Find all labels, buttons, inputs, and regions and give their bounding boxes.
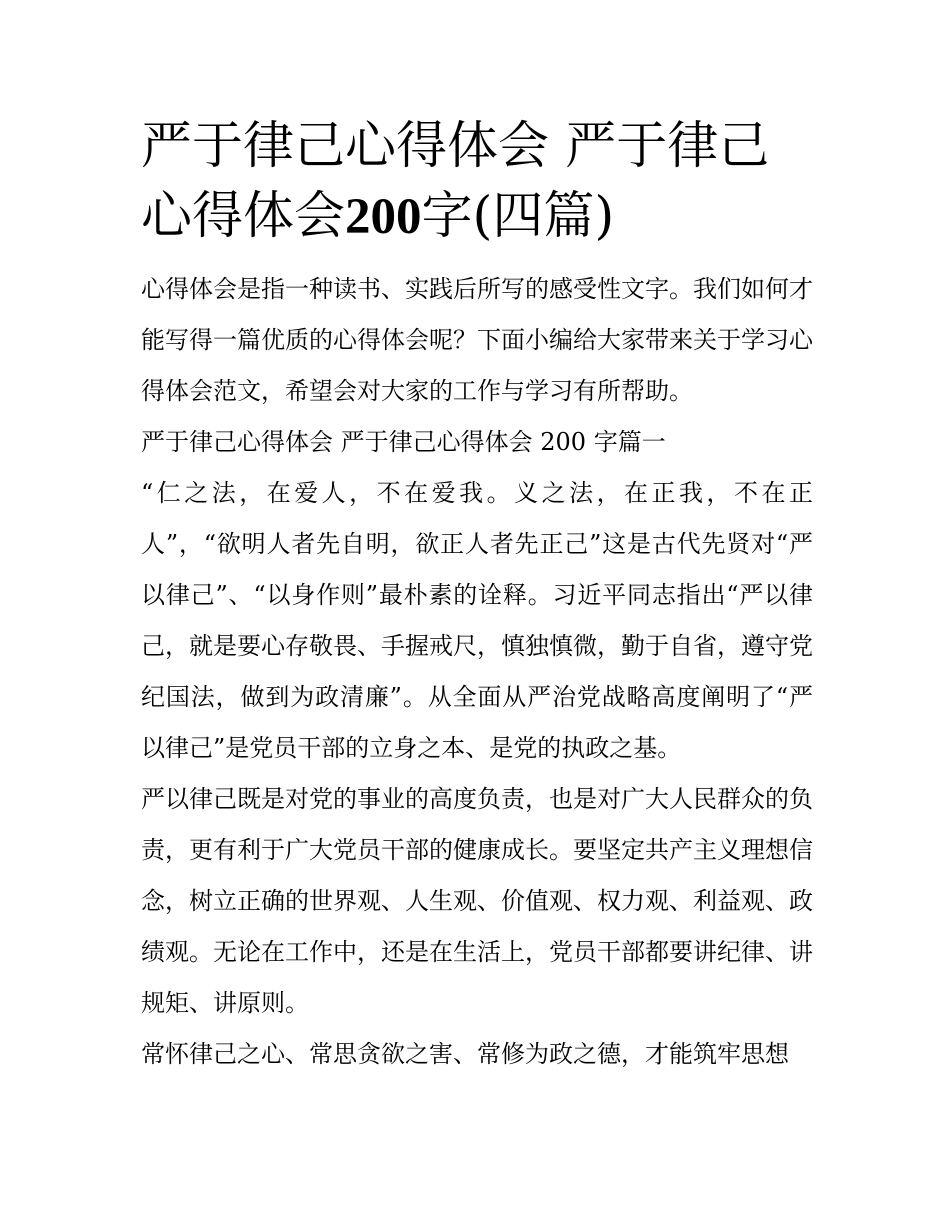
title-text-part1: 严于律己心得体会 严于律己心得体会 bbox=[141, 117, 770, 246]
body-paragraph: 常怀律己之心、常思贪欲之害、常修为政之德，才能筑牢思想 bbox=[141, 1040, 789, 1068]
intro-paragraph: 心得体会是指一种读书、实践后所写的感受性文字。我们如何才能写得一篇优质的心得体会呢？下面小编给大家带来关于学习心得体会范文，希望会对大家的工作与学习有所帮助。 bbox=[141, 275, 813, 405]
body-paragraph: 严以律己既是对党的事业的高度负责，也是对广大人民群众的负责，更有利于广大党员干部的健康成长。要坚定共产主义理想信念，树立正确的世界观、人生观、价值观、权力观、利益观、政绩观。无论在工作中，还是在生活上，党员干部都要讲纪律、讲规矩、讲原则。 bbox=[141, 785, 813, 1017]
document-title bbox=[141, 112, 813, 252]
document-page bbox=[141, 112, 813, 1080]
title-number: 200 bbox=[345, 189, 422, 245]
title-text-part2: 字(四篇) bbox=[421, 187, 615, 246]
body-paragraph: “仁之法，在爱人，不在爱我。义之法，在正我，不在正人”，“欲明人者先自明，欲正人者先正己”这是古代先贤对“严以律己”、“以身作则”最朴素的诠释。习近平同志指出“严以律己，就是要心存敬畏、手握戒尺，慎独慎微，勤于自省，遵守党纪国法，做到为政清廉”。从全面从严治党战略高度阐明了“严以律己”是党员干部的立身之本、是党的执政之基。 bbox=[141, 479, 813, 762]
section-heading: 严于律己心得体会 严于律己心得体会 200 字篇一 bbox=[141, 428, 666, 456]
